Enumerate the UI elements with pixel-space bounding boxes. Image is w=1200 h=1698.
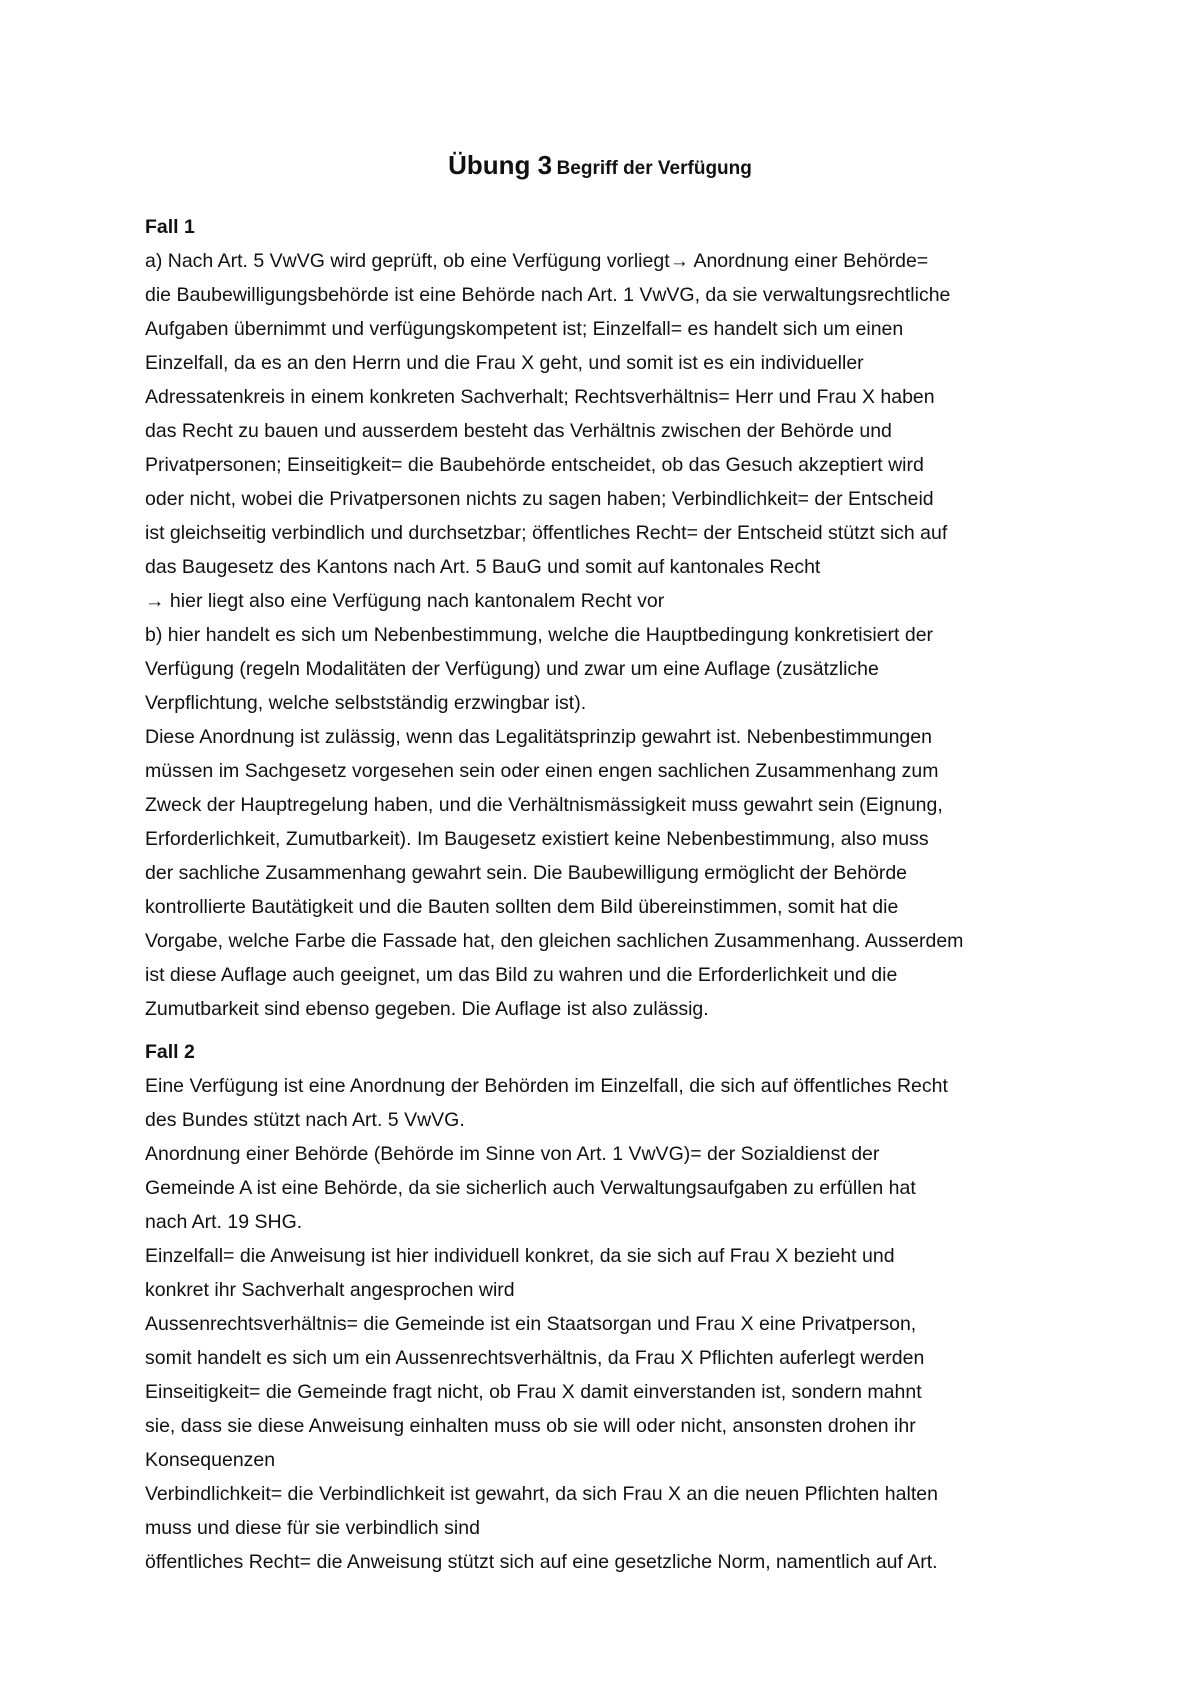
document-title xyxy=(0,150,1200,181)
text-line: Konsequenzen xyxy=(145,1449,276,1471)
title-main: Übung 3 xyxy=(448,150,553,180)
text-line: die Baubewilligungsbehörde ist eine Behörde nach Art. 1 VwVG, da sie verwaltungsrechtliche xyxy=(145,284,951,306)
section-1 xyxy=(145,210,1085,1026)
text-line: öffentliches Recht= die Anweisung stützt sich auf eine gesetzliche Norm, namentlich auf Art. xyxy=(145,1551,938,1573)
text-line: ist gleichseitig verbindlich und durchsetzbar; öffentliches Recht= der Entscheid stützt sich auf xyxy=(145,522,948,544)
text-line: sie, dass sie diese Anweisung einhalten muss ob sie will oder nicht, ansonsten drohen ihr xyxy=(145,1415,916,1437)
text-line: der sachliche Zusammenhang gewahrt sein. Die Baubewilligung ermöglicht der Behörde xyxy=(145,862,908,884)
text-line: Einzelfall= die Anweisung ist hier individuell konkret, da sie sich auf Frau X bezieht und xyxy=(145,1245,895,1267)
text-line: nach Art. 19 SHG. xyxy=(145,1211,303,1233)
text-line: Zumutbarkeit sind ebenso gegeben. Die Auflage ist also zulässig. xyxy=(145,998,709,1020)
text-line: Diese Anordnung ist zulässig, wenn das Legalitätsprinzip gewahrt ist. Nebenbestimmungen xyxy=(145,726,932,748)
text-line: a) Nach Art. 5 VwVG wird geprüft, ob eine Verfügung vorliegt→ Anordnung einer Behörde= xyxy=(145,250,929,272)
text-line: Einzelfall, da es an den Herrn und die Frau X geht, und somit ist es ein individueller xyxy=(145,352,864,374)
text-line: Zweck der Hauptregelung haben, und die Verhältnismässigkeit muss gewahrt sein (Eignung, xyxy=(145,794,943,816)
text-line: Verpflichtung, welche selbstständig erzwingbar ist). xyxy=(145,692,587,714)
text-line: Aufgaben übernimmt und verfügungskompetent ist; Einzelfall= es handelt sich um einen xyxy=(145,318,904,340)
text-line: Aussenrechtsverhältnis= die Gemeinde ist ein Staatsorgan und Frau X eine Privatperson, xyxy=(145,1313,917,1335)
text-line: Einseitigkeit= die Gemeinde fragt nicht, ob Frau X damit einverstanden ist, sondern mahnt xyxy=(145,1381,922,1403)
text-line: Verfügung (regeln Modalitäten der Verfügung) und zwar um eine Auflage (zusätzliche xyxy=(145,658,879,680)
section-heading: Fall 1 xyxy=(145,216,195,238)
section-gap xyxy=(145,1026,1085,1035)
text-line: das Baugesetz des Kantons nach Art. 5 BauG und somit auf kantonales Recht xyxy=(145,556,821,578)
text-line: b) hier handelt es sich um Nebenbestimmung, welche die Hauptbedingung konkretisiert der xyxy=(145,624,934,646)
text-line: muss und diese für sie verbindlich sind xyxy=(145,1517,480,1539)
text-line: konkret ihr Sachverhalt angesprochen wird xyxy=(145,1279,515,1301)
text-line: oder nicht, wobei die Privatpersonen nichts zu sagen haben; Verbindlichkeit= der Entscheid xyxy=(145,488,934,510)
text-line: müssen im Sachgesetz vorgesehen sein oder einen engen sachlichen Zusammenhang zum xyxy=(145,760,939,782)
text-line: Privatpersonen; Einseitigkeit= die Baubehörde entscheidet, ob das Gesuch akzeptiert wird xyxy=(145,454,924,476)
section-heading: Fall 2 xyxy=(145,1041,195,1063)
text-line: Erforderlichkeit, Zumutbarkeit). Im Baugesetz existiert keine Nebenbestimmung, also muss xyxy=(145,828,929,850)
text-line: Eine Verfügung ist eine Anordnung der Behörden im Einzelfall, die sich auf öffentliches Recht xyxy=(145,1075,948,1097)
text-line: Vorgabe, welche Farbe die Fassade hat, den gleichen sachlichen Zusammenhang. Ausserdem xyxy=(145,930,964,952)
text-line: das Recht zu bauen und ausserdem besteht das Verhältnis zwischen der Behörde und xyxy=(145,420,892,442)
text-line: somit handelt es sich um ein Aussenrechtsverhältnis, da Frau X Pflichten auferlegt werden xyxy=(145,1347,925,1369)
text-line: → hier liegt also eine Verfügung nach kantonalem Recht vor xyxy=(145,590,665,612)
text-line: des Bundes stützt nach Art. 5 VwVG. xyxy=(145,1109,465,1131)
title-sub: Begriff der Verfügung xyxy=(556,158,752,179)
text-line: ist diese Auflage auch geeignet, um das Bild zu wahren und die Erforderlichkeit und die xyxy=(145,964,898,986)
text-line: Verbindlichkeit= die Verbindlichkeit ist gewahrt, da sich Frau X an die neuen Pflichten halten xyxy=(145,1483,938,1505)
document-body xyxy=(145,210,1085,1579)
section-2 xyxy=(145,1035,1085,1579)
text-line: Anordnung einer Behörde (Behörde im Sinne von Art. 1 VwVG)= der Sozialdienst der xyxy=(145,1143,880,1165)
text-line: Adressatenkreis in einem konkreten Sachverhalt; Rechtsverhältnis= Herr und Frau X haben xyxy=(145,386,935,408)
text-line: Gemeinde A ist eine Behörde, da sie sicherlich auch Verwaltungsaufgaben zu erfüllen hat xyxy=(145,1177,916,1199)
text-line: kontrollierte Bautätigkeit und die Bauten sollten dem Bild übereinstimmen, somit hat die xyxy=(145,896,899,918)
